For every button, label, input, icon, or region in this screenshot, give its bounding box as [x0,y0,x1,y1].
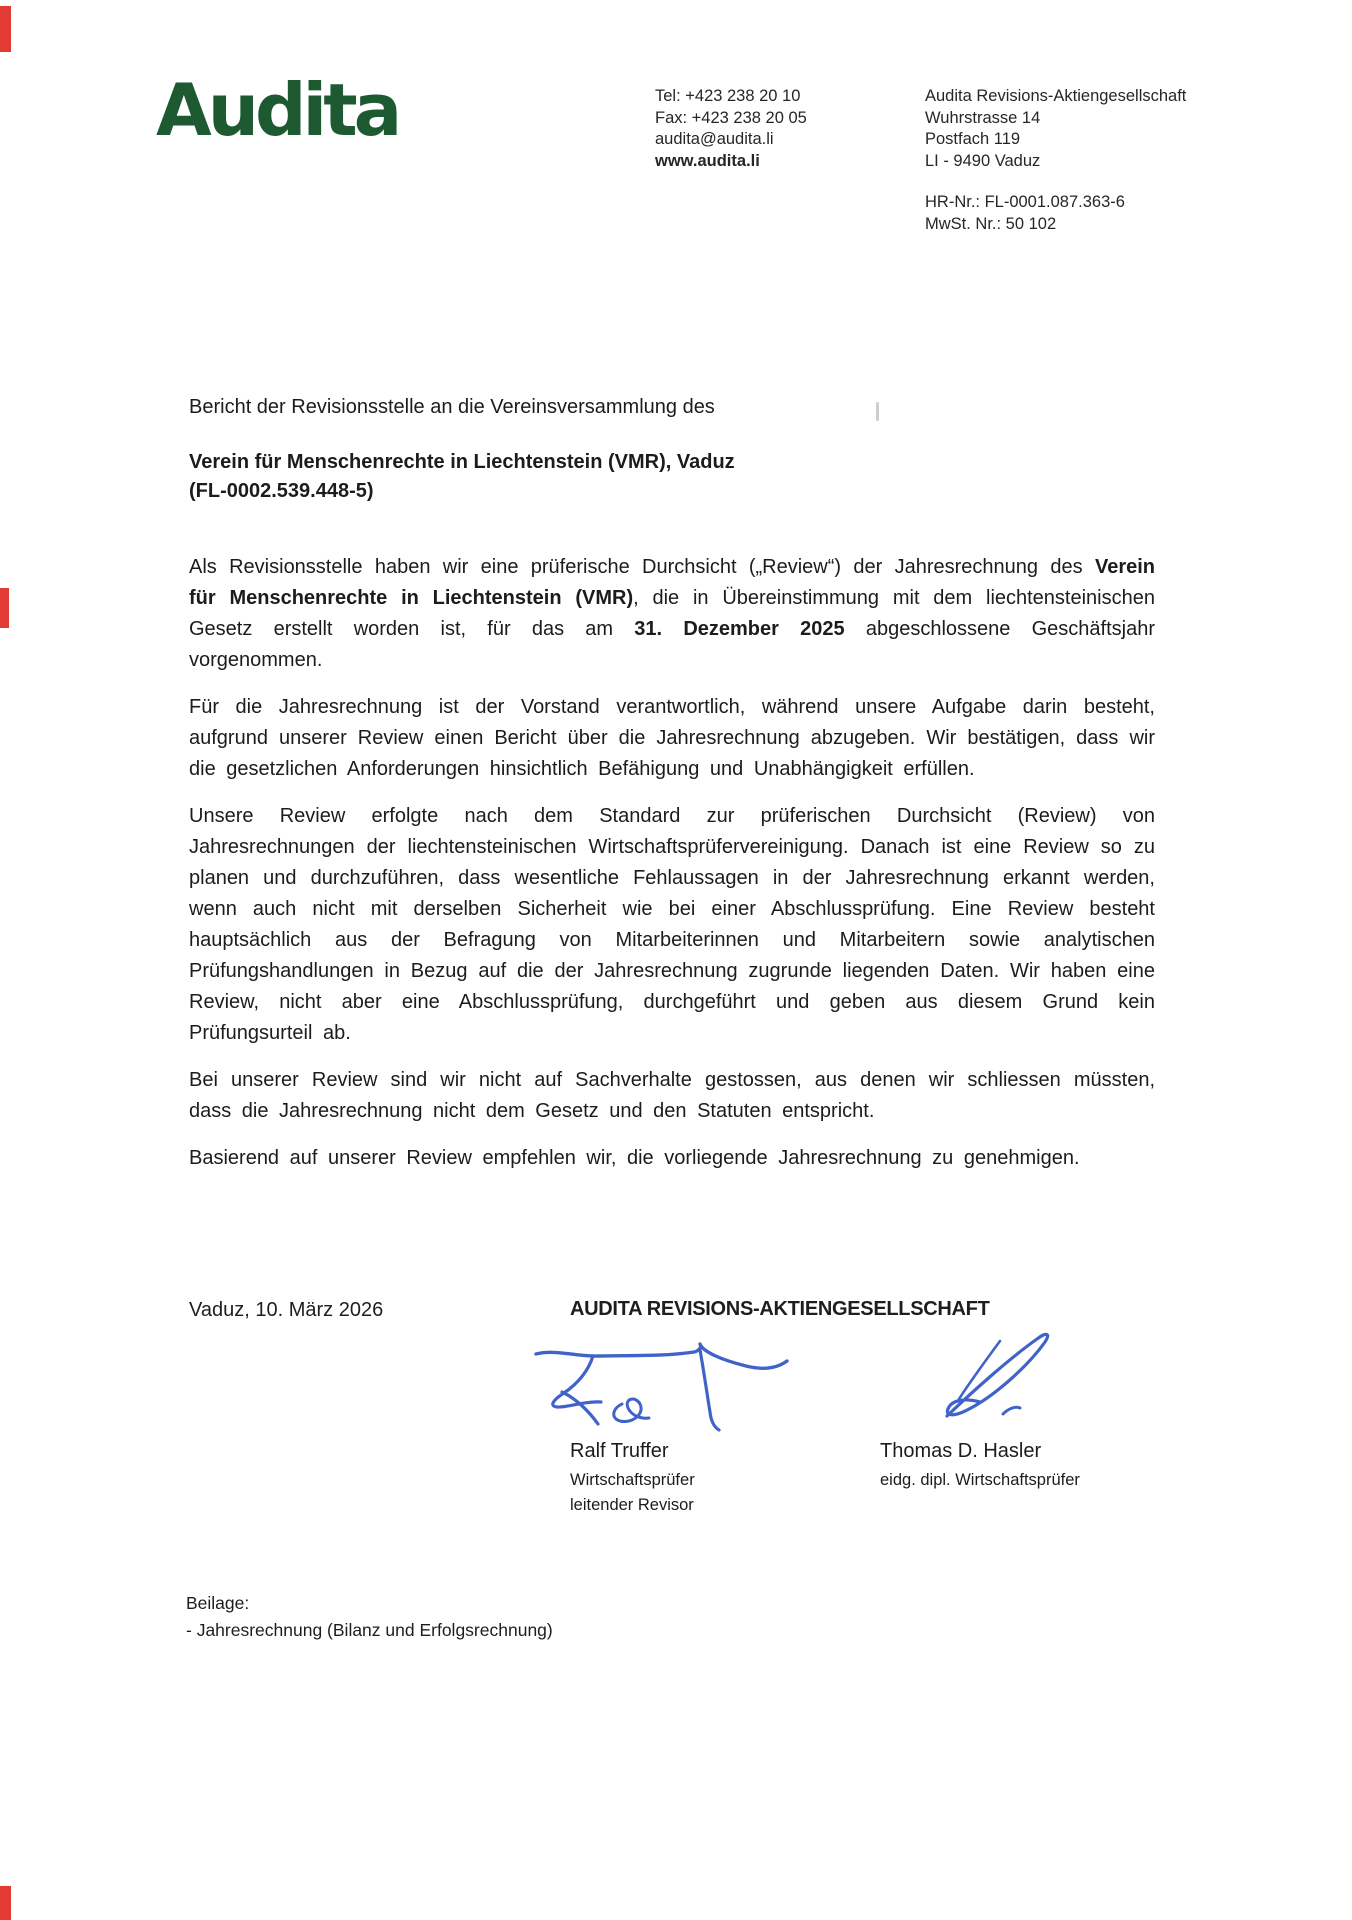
recipient-block [189,448,1155,506]
enclosure-block [186,1590,553,1644]
scan-edge-mark-bottom [0,1886,11,1920]
left-signer-name: Ralf Truffer [570,1440,669,1462]
right-signer-block [880,1438,1080,1493]
tel-line: Tel: +423 238 20 10 [655,87,801,105]
paragraph1-text2: , die in Übereinstimmung mit dem liechtensteinischen Gesetz erstellt worden ist, für das am [189,587,1155,640]
paragraph1-bold-client: Verein für Menschenrechte in Liechtenstein (VMR) [189,556,1155,609]
vat-number-line: MwSt. Nr.: 50 102 [925,214,1057,233]
enclosure-item: - Jahresrechnung (Bilanz und Erfolgsrechnung) [186,1620,553,1640]
email-line: audita@audita.li [655,130,774,148]
right-signer-role1: eidg. dipl. Wirtschaftsprüfer [880,1471,1080,1489]
paragraph1-text3: abgeschlossene Geschäftsjahr vorgenommen. [189,618,1155,671]
paragraph1-text: Als Revisionsstelle haben wir eine prüferische Durchsicht („Review“) der Jahresrechnung des [189,556,1095,578]
company-street-line: Wuhrstrasse 14 [925,108,1041,127]
right-signer-name: Thomas D. Hasler [880,1440,1042,1462]
paragraph-responsibility: Für die Jahresrechnung ist der Vorstand verantwortlich, während unsere Aufgabe darin besteht, aufgrund unserer Review einen Bericht über die Jahresrechnung abzugeben. Wir bestätigen, dass wir die gesetzlichen Anforderungen hinsichtlich Befähigung und Unabhängigkeit erfüllen. [189,696,1155,780]
paragraph-review-standard: Unsere Review erfolgte nach dem Standard zur prüferischen Durchsicht (Review) von Jahresrechnungen der liechtensteinischen Wirtschaftsprüfervereinigung. Danach ist eine Review so zu planen und durchzuführen, dass wesentliche Fehlaussagen in der Jahresrechnung erkannt werden, wenn auch nicht mit derselben Sicherheit wie bei einer Abschlussprüfung. Eine Review besteht hauptsächlich aus der Befragung von Mitarbeiterinnen und Mitarbeitern sowie analytischen Prüfungshandlungen in Bezug auf die der Jahresrechnung zugrunde liegenden Daten. Wir haben eine Review, nicht aber eine Abschlussprüfung, durchgeführt und geben aus diesem Grund kein Prüfungsurteil ab. [189,805,1155,1044]
letter-body [189,393,1155,1174]
company-city-line: LI - 9490 Vaduz [925,151,1041,170]
recipient-name: Verein für Menschenrechte in Liechtenstein (VMR), Vaduz [189,451,735,473]
recipient-registration: (FL-0002.539.448-5) [189,480,374,502]
enclosure-label: Beilage: [186,1593,250,1613]
scan-edge-mark-top [0,6,11,52]
letter-title: Bericht der Revisionsstelle an die Vereinsversammlung des [189,396,715,418]
handwritten-signatures [470,1315,1050,1455]
audita-logo: Audita [156,68,399,152]
hr-number-line: HR-Nr.: FL-0001.087.363-6 [925,193,1125,211]
left-signer-role1: Wirtschaftsprüfer [570,1471,695,1489]
place-date-line: Vaduz, 10. März 2026 [189,1299,384,1321]
company-pobox-line: Postfach 119 [925,130,1021,148]
thomas-hasler-signature [947,1334,1048,1416]
fax-line: Fax: +423 238 20 05 [655,108,807,127]
ralf-truffer-signature [536,1344,787,1430]
contact-info-block [655,86,807,172]
company-address-block [925,86,1186,235]
paragraph-recommendation: Basierend auf unserer Review empfehlen wir, die vorliegende Jahresrechnung zu genehmigen. [189,1147,1080,1169]
paragraph-introduction [189,552,1155,676]
scan-edge-mark-middle [0,588,9,628]
paragraph-findings: Bei unserer Review sind wir nicht auf Sachverhalte gestossen, aus denen wir schliessen müssten, dass die Jahresrechnung nicht dem Gesetz und den Statuten entspricht. [189,1069,1155,1122]
company-registration-block [925,192,1186,235]
paragraph1-bold-date: 31. Dezember 2025 [634,618,845,640]
left-signer-role2: leitender Revisor [570,1496,694,1514]
company-name-line: Audita Revisions-Aktiengesellschaft [925,87,1187,105]
left-signer-block [570,1438,695,1518]
signing-company-line: AUDITA REVISIONS-AKTIENGESELLSCHAFT [570,1298,990,1320]
website-line: www.audita.li [655,151,760,170]
